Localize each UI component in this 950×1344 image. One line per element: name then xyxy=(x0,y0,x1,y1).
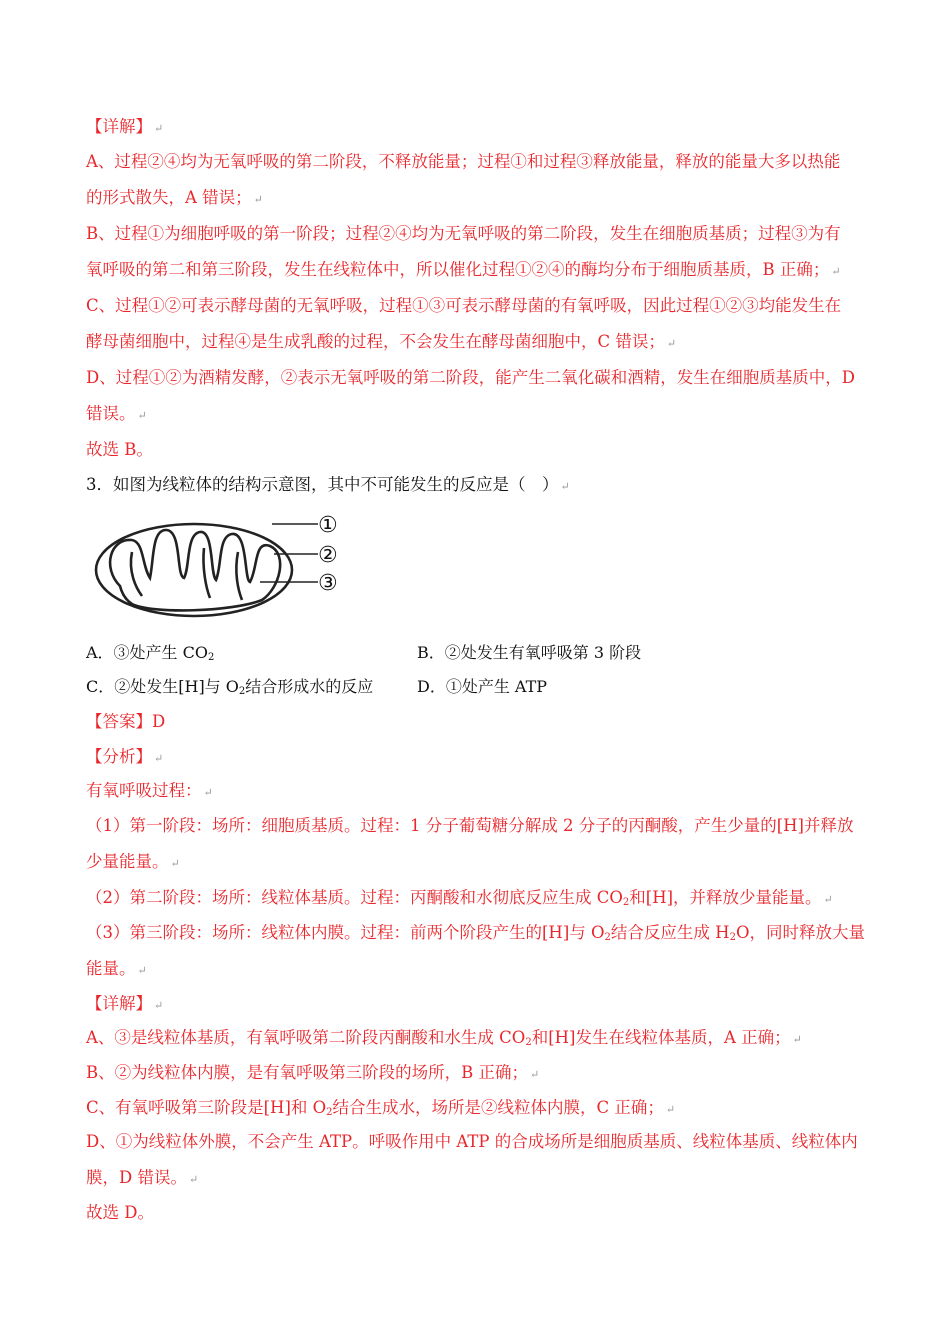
detail-c-line2: 酵母菌细胞中，过程④是生成乳酸的过程，不会发生在酵母菌细胞中，C 错误； ↵ xyxy=(86,332,677,351)
mitochondrion-diagram xyxy=(92,508,362,633)
question-3-stem: 3．如图为线粒体的结构示意图，其中不可能发生的反应是（ ） ↵ xyxy=(86,475,570,494)
option-a: A．③处产生 $CO_2$ xyxy=(86,643,215,663)
stage-1-line2: 少量能量。 ↵ xyxy=(86,852,180,871)
detail2-d-line1: D、①为线粒体外膜，不会产生 ATP。呼吸作用中 ATP 的合成场所是细胞质基质、线粒体基质、线粒体内 xyxy=(86,1132,858,1151)
detail2-d-line2: 膜，D 错误。 ↵ xyxy=(86,1168,199,1187)
stage-2-line: （2）第二阶段：场所：线粒体基质。过程：丙酮酸和水彻底反应生成 $CO_2$和[H]，并释放少量能量。 ↵ xyxy=(86,888,833,908)
option-b: B．②处发生有氧呼吸第 3 阶段 xyxy=(417,643,642,662)
detail2-b-line: B、②为线粒体内膜，是有氧呼吸第三阶段的场所，B 正确； ↵ xyxy=(86,1063,540,1082)
label-1: ① xyxy=(318,513,338,538)
analysis-heading: 【分析】 ↵ xyxy=(86,747,164,766)
answer: 【答案】D xyxy=(86,712,166,731)
option-c: C．②处发生[H]与 $O_2$结合形成水的反应 xyxy=(86,677,374,697)
detail-d-line1: D、过程①②为酒精发酵，②表示无氧呼吸的第二阶段，能产生二氧化碳和酒精，发生在细胞质基质中，D xyxy=(86,368,855,387)
label-3: ③ xyxy=(318,571,338,596)
conclusion-2: 故选 D。 xyxy=(86,1203,154,1222)
analysis-intro: 有氧呼吸过程： ↵ xyxy=(86,781,213,800)
detail-heading-2: 【详解】 ↵ xyxy=(86,994,164,1013)
label-2: ② xyxy=(318,543,338,568)
detail-c-line1: C、过程①②可表示酵母菌的无氧呼吸，过程①③可表示酵母菌的有氧呼吸，因此过程①②③均能发生在 xyxy=(86,296,842,315)
stage-1-line1: （1）第一阶段：场所：细胞质基质。过程：1 分子葡萄糖分解成 2 分子的丙酮酸，产生少量的[H]并释放 xyxy=(86,816,854,835)
detail2-c-line: C、有氧呼吸第三阶段是[H]和 $O_2$结合生成水，场所是②线粒体内膜，C 正确； ↵ xyxy=(86,1098,676,1118)
detail-b-line1: B、过程①为细胞呼吸的第一阶段；过程②④均为无氧呼吸的第二阶段，发生在细胞质基质；过程③为有 xyxy=(86,224,841,243)
detail2-a-line: A、③是线粒体基质，有氧呼吸第二阶段丙酮酸和水生成 $CO_2$和[H]发生在线粒体基质，A 正确； ↵ xyxy=(86,1028,802,1048)
detail-heading-1: 【详解】 ↵ xyxy=(86,117,164,136)
stage-3-line1: （3）第三阶段：场所：线粒体内膜。过程：前两个阶段产生的[H]与 $O_2$结合反应生成 $H_2O$，同时释放大量 xyxy=(86,923,865,943)
stage-3-line2: 能量。 ↵ xyxy=(86,959,147,978)
detail-b-line2: 氧呼吸的第二和第三阶段，发生在线粒体中，所以催化过程①②④的酶均分布于细胞质基质，B 正确； ↵ xyxy=(86,260,841,279)
detail-d-line2: 错误。 ↵ xyxy=(86,404,147,423)
detail-a-line1: A、过程②④均为无氧呼吸的第二阶段，不释放能量；过程①和过程③释放能量，释放的能量大多以热能 xyxy=(86,152,841,171)
detail-a-line2: 的形式散失，A 错误； ↵ xyxy=(86,188,263,207)
conclusion-1: 故选 B。 xyxy=(86,440,153,459)
option-d: D．①处产生 ATP xyxy=(417,677,548,696)
inner-membrane xyxy=(110,530,280,610)
